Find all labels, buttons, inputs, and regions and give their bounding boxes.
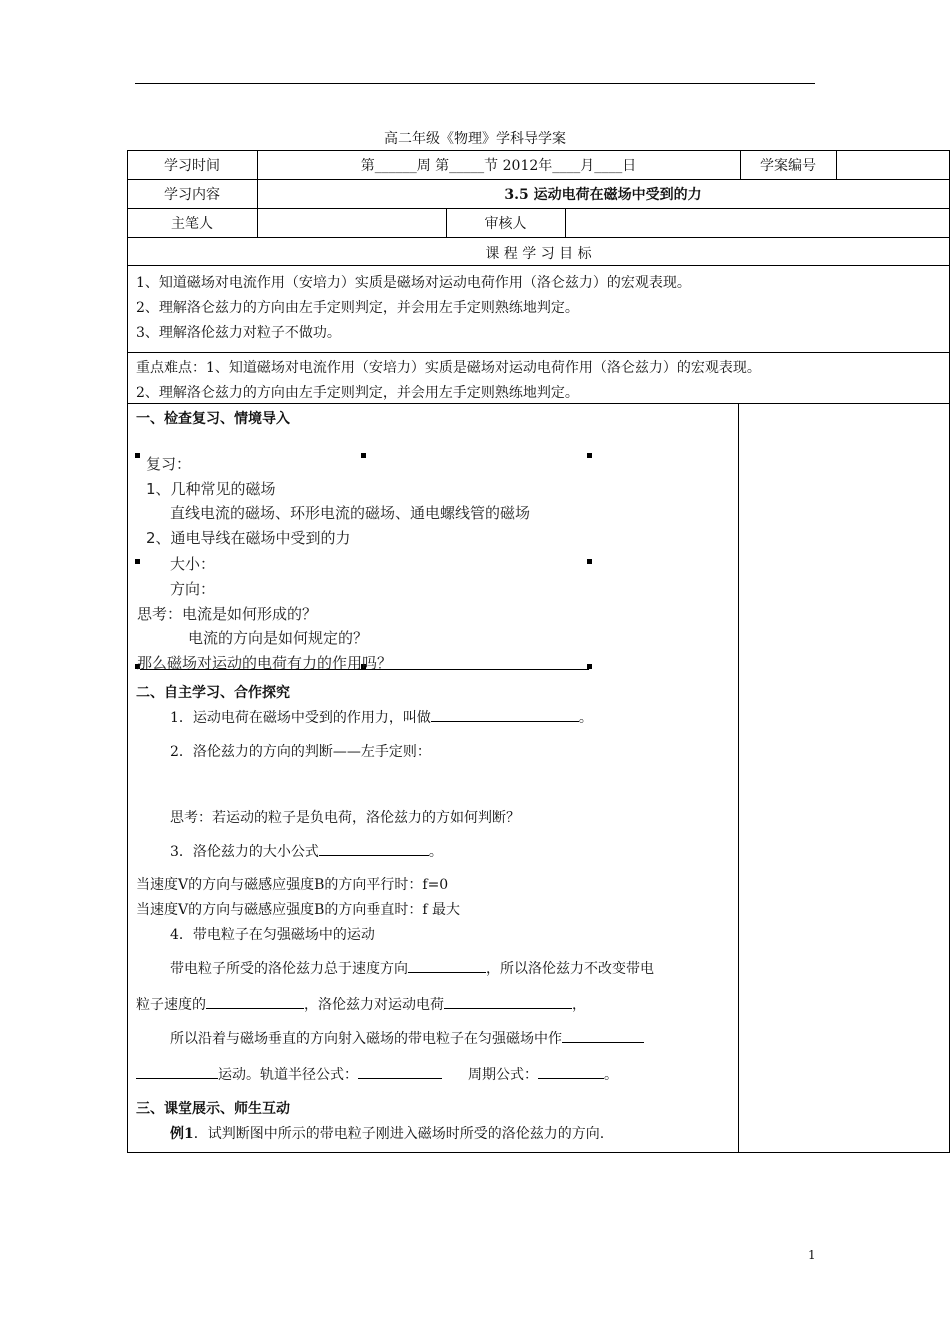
motion-line-4: 运动。轨道半径公式： 周期公式： 。 (136, 1064, 618, 1084)
section2-heading: 二、自主学习、合作探究 (136, 685, 290, 701)
perpendicular-statement: 当速度V的方向与磁感应强度B的方向垂直时：f 最大 (136, 902, 461, 918)
header-rule (135, 83, 815, 84)
question-4: 4．带电粒子在匀强磁场中的运动 (170, 927, 375, 943)
plan-number-field[interactable] (836, 155, 949, 175)
section3-heading: 三、课堂展示、师生互动 (136, 1101, 290, 1117)
goal-item: 2、理解洛仑兹力的方向由左手定则判定，并会用左手定则熟练地判定。 (136, 300, 579, 316)
reviewer-label: 审核人 (484, 216, 527, 232)
radius-formula-blank[interactable] (358, 1064, 442, 1079)
parallel-statement: 当速度V的方向与磁感应强度B的方向平行时：f=0 (136, 877, 449, 893)
review-line: 1、几种常见的磁场 (146, 480, 276, 498)
key-point: 重点难点：1、知道磁场对电流作用（安培力）实质是磁场对运动电荷作用（洛仑兹力）的宏观表现。 (136, 360, 761, 376)
think-line: 那么磁场对运动的电荷有力的作用吗？ (137, 654, 393, 672)
page-number: 1 (808, 1248, 816, 1262)
review-line: 直线电流的磁场、环形电流的磁场、通电螺线管的磁场 (170, 504, 531, 522)
study-time-value: 第______周 第_____节 2012年____月____日 (360, 158, 637, 174)
answer-blank[interactable] (206, 994, 304, 1009)
section1-heading: 一、检查复习、情境导入 (136, 411, 290, 427)
answer-blank[interactable] (431, 707, 579, 722)
answer-blank[interactable] (444, 994, 572, 1009)
goal-item: 1、知道磁场对电流作用（安培力）实质是磁场对运动电荷作用（洛仑兹力）的宏观表现。 (136, 275, 691, 291)
review-line: 大小： (170, 555, 216, 573)
answer-blank[interactable] (136, 1064, 218, 1079)
question-2: 2．洛伦兹力的方向的判断——左手定则： (170, 744, 431, 760)
motion-line-1: 带电粒子所受的洛伦兹力总于速度方向 ，所以洛伦兹力不改变带电 (170, 958, 654, 978)
think-question: 思考：若运动的粒子是负电荷，洛伦兹力的方如何判断？ (170, 810, 520, 826)
question-3: 3．洛伦兹力的大小公式 。 (170, 841, 443, 861)
review-line: 2、通电导线在磁场中受到的力 (146, 529, 351, 547)
plan-number-label: 学案编号 (760, 158, 816, 174)
goal-item: 3、理解洛伦兹力对粒子不做功。 (136, 325, 341, 341)
example-1: 例1．试判断图中所示的带电粒子刚进入磁场时所受的洛伦兹力的方向. (170, 1126, 605, 1142)
review-label: 复习： (146, 455, 192, 473)
motion-line-3: 所以沿着与磁场垂直的方向射入磁场的带电粒子在匀强磁场中作 (170, 1028, 644, 1048)
goals-heading: 课 程 学 习 目 标 (485, 246, 592, 262)
question-1: 1．运动电荷在磁场中受到的作用力，叫做 。 (170, 707, 593, 727)
author-field[interactable] (257, 213, 446, 233)
answer-blank[interactable] (319, 841, 429, 856)
key-point: 2、理解洛仑兹力的方向由左手定则判定，并会用左手定则熟练地判定。 (136, 385, 579, 401)
motion-line-2: 粒子速度的 ，洛伦兹力对运动电荷 ， (136, 994, 586, 1014)
think-line: 思考：电流是如何形成的？ (137, 605, 318, 623)
period-formula-blank[interactable] (538, 1064, 604, 1079)
author-label: 主笔人 (171, 216, 213, 232)
answer-blank[interactable] (408, 958, 486, 973)
answer-blank[interactable] (562, 1028, 644, 1043)
reviewer-field[interactable] (565, 213, 949, 233)
think-line: 电流的方向是如何规定的？ (188, 629, 369, 647)
review-line: 方向： (170, 580, 216, 598)
document-title: 高二年级《物理》学科导学案 (384, 131, 566, 147)
study-time-label: 学习时间 (164, 158, 220, 174)
study-content-value: 3.5 运动电荷在磁场中受到的力 (504, 187, 702, 203)
study-content-label: 学习内容 (164, 187, 220, 203)
